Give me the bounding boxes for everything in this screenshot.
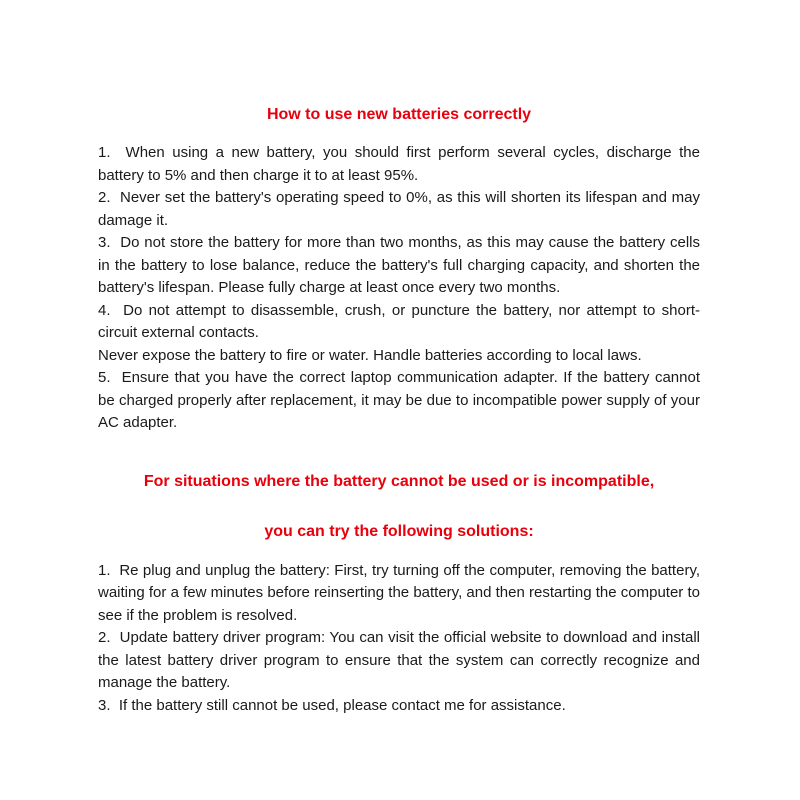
usage-item-1: 1. When using a new battery, you should first perform several cycles, discharge the battery to 5% and then charge it to at least 95%. (98, 144, 700, 184)
usage-item-2: 2. Never set the battery's operating speed to 0%, as this will shorten its lifespan and may damage it. (98, 189, 700, 229)
troubleshoot-section-title-line2: you can try the following solutions: (264, 523, 534, 541)
troubleshoot-section-title-line1: For situations where the battery cannot be used or is incompatible, (143, 472, 655, 490)
usage-item-4: 4. Do not attempt to disassemble, crush, or puncture the battery, nor attempt to short-circuit external contacts. (98, 301, 700, 342)
troubleshoot-item-1: 1. Re plug and unplug the battery: First, try turning off the computer, removing the battery, waiting for a few minutes before reinserting the battery, and then restarting the computer to see if the problem is resolved. (98, 561, 700, 624)
troubleshoot-item-2: 2. Update battery driver program: You can visit the official website to download and install the latest battery driver program to ensure that the system can correctly recognize and manage the battery. (98, 629, 700, 692)
troubleshoot-item-3: 3. If the battery still cannot be used, please contact me for assistance. (98, 696, 566, 714)
usage-item-3: 3. Do not store the battery for more than two months, as this may cause the battery cells in the battery to lose balance, reduce the battery's full charging capacity, and shorten the battery's lifespan. Please fully charge at least once every two months. (98, 234, 700, 297)
usage-item-5: 5. Ensure that you have the correct laptop communication adapter. If the battery cannot be charged properly after replacement, it may be due to incompatible power supply of your AC adapter. (98, 369, 700, 432)
usage-section-title: How to use new batteries correctly (266, 106, 532, 123)
usage-item-4-note: Never expose the battery to fire or water. Handle batteries according to local laws. (98, 346, 642, 364)
